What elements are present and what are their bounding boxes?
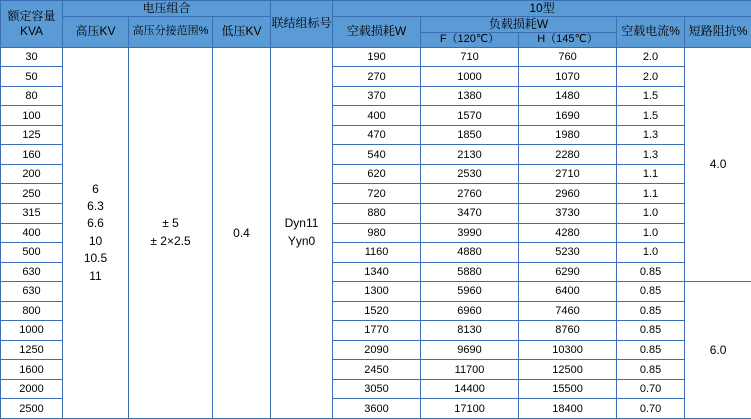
cell-load-loss-f120: 6960 <box>421 301 519 321</box>
cell-no-load-loss: 190 <box>333 47 421 67</box>
header-rated-capacity <box>1 1 63 48</box>
cell-load-loss-f120: 3470 <box>421 204 519 224</box>
cell-rated-capacity: 125 <box>1 125 63 145</box>
cell-load-loss-h145: 1690 <box>519 106 617 126</box>
cell-no-load-current: 1.1 <box>617 164 685 184</box>
cell-rated-capacity: 50 <box>1 67 63 87</box>
cell-no-load-current: 0.85 <box>617 360 685 380</box>
cell-no-load-current: 1.3 <box>617 145 685 165</box>
cell-load-loss-f120: 4880 <box>421 243 519 263</box>
table-body <box>1 47 751 418</box>
cell-no-load-loss: 3050 <box>333 379 421 399</box>
cell-rated-capacity: 500 <box>1 243 63 263</box>
cell-load-loss-h145: 6400 <box>519 282 617 302</box>
cell-no-load-current: 2.0 <box>617 47 685 67</box>
cell-no-load-loss: 270 <box>333 67 421 87</box>
cell-load-loss-h145: 1480 <box>519 86 617 106</box>
header-model: 10型 <box>333 1 751 17</box>
cell-no-load-current: 0.85 <box>617 262 685 282</box>
cell-load-loss-f120: 9690 <box>421 340 519 360</box>
cell-load-loss-f120: 5960 <box>421 282 519 302</box>
cell-no-load-loss: 1520 <box>333 301 421 321</box>
cell-rated-capacity: 400 <box>1 223 63 243</box>
cell-load-loss-h145: 2710 <box>519 164 617 184</box>
cell-rated-capacity: 800 <box>1 301 63 321</box>
cell-rated-capacity: 2000 <box>1 379 63 399</box>
cell-load-loss-h145: 8760 <box>519 321 617 341</box>
cell-rated-capacity: 250 <box>1 184 63 204</box>
cell-no-load-loss: 1160 <box>333 243 421 263</box>
cell-no-load-current: 0.85 <box>617 321 685 341</box>
cell-no-load-current: 1.5 <box>617 86 685 106</box>
cell-rated-capacity: 1000 <box>1 321 63 341</box>
cell-no-load-current: 1.0 <box>617 243 685 263</box>
cell-load-loss-h145: 6290 <box>519 262 617 282</box>
cell-load-loss-f120: 14400 <box>421 379 519 399</box>
cell-load-loss-f120: 1570 <box>421 106 519 126</box>
cell-hv-kv: 6 6.3 6.6 10 10.5 11 <box>63 47 129 418</box>
header-connection-symbol-label: 联结组标号 <box>271 16 332 31</box>
cell-no-load-loss: 1770 <box>333 321 421 341</box>
cell-load-loss-h145: 1980 <box>519 125 617 145</box>
header-load-loss-h145: H（145℃） <box>519 33 617 48</box>
cell-rated-capacity: 630 <box>1 262 63 282</box>
header-no-load-current: 空载电流% <box>617 17 685 48</box>
cell-load-loss-f120: 2530 <box>421 164 519 184</box>
cell-load-loss-h145: 2960 <box>519 184 617 204</box>
cell-load-loss-f120: 1000 <box>421 67 519 87</box>
cell-no-load-loss: 620 <box>333 164 421 184</box>
header-load-loss-f120: F（120℃） <box>421 33 519 48</box>
header-no-load-loss: 空载损耗W <box>333 17 421 48</box>
header-lv-kv: 低压KV <box>213 17 271 48</box>
cell-rated-capacity: 315 <box>1 204 63 224</box>
header-rated-capacity-label: 额定容量 <box>7 8 56 23</box>
cell-load-loss-h145: 18400 <box>519 399 617 419</box>
cell-no-load-loss: 880 <box>333 204 421 224</box>
cell-load-loss-h145: 12500 <box>519 360 617 380</box>
cell-load-loss-f120: 8130 <box>421 321 519 341</box>
cell-no-load-current: 0.85 <box>617 282 685 302</box>
cell-load-loss-f120: 5880 <box>421 262 519 282</box>
cell-load-loss-f120: 710 <box>421 47 519 67</box>
cell-rated-capacity: 1600 <box>1 360 63 380</box>
table-header-row-1 <box>1 1 751 17</box>
cell-load-loss-f120: 11700 <box>421 360 519 380</box>
cell-rated-capacity: 1250 <box>1 340 63 360</box>
cell-no-load-current: 1.0 <box>617 204 685 224</box>
cell-no-load-current: 1.0 <box>617 223 685 243</box>
cell-no-load-loss: 400 <box>333 106 421 126</box>
cell-hv-tap-range: ± 5 ± 2×2.5 <box>129 47 213 418</box>
cell-rated-capacity: 100 <box>1 106 63 126</box>
cell-load-loss-f120: 3990 <box>421 223 519 243</box>
cell-connection-symbol: Dyn11 Yyn0 <box>271 47 333 418</box>
header-voltage-combination: 电压组合 <box>63 1 271 17</box>
cell-no-load-current: 0.70 <box>617 399 685 419</box>
cell-no-load-loss: 370 <box>333 86 421 106</box>
cell-no-load-current: 0.85 <box>617 301 685 321</box>
cell-rated-capacity: 2500 <box>1 399 63 419</box>
cell-load-loss-h145: 1070 <box>519 67 617 87</box>
cell-load-loss-h145: 3730 <box>519 204 617 224</box>
table-header-row-2 <box>1 17 751 33</box>
cell-no-load-loss: 470 <box>333 125 421 145</box>
cell-load-loss-h145: 2280 <box>519 145 617 165</box>
header-hv-tap-range: 高压分接范围% <box>129 17 213 48</box>
cell-lv-kv: 0.4 <box>213 47 271 418</box>
cell-rated-capacity: 80 <box>1 86 63 106</box>
cell-rated-capacity: 630 <box>1 282 63 302</box>
cell-rated-capacity: 200 <box>1 164 63 184</box>
header-connection-symbol <box>271 1 333 48</box>
cell-rated-capacity: 30 <box>1 47 63 67</box>
cell-no-load-loss: 720 <box>333 184 421 204</box>
cell-load-loss-f120: 2130 <box>421 145 519 165</box>
cell-no-load-loss: 2090 <box>333 340 421 360</box>
cell-rated-capacity: 160 <box>1 145 63 165</box>
cell-short-circuit-impedance: 4.0 <box>685 47 751 281</box>
cell-load-loss-f120: 1850 <box>421 125 519 145</box>
cell-no-load-current: 2.0 <box>617 67 685 87</box>
cell-no-load-current: 1.5 <box>617 106 685 126</box>
cell-no-load-loss: 1340 <box>333 262 421 282</box>
cell-no-load-current: 1.3 <box>617 125 685 145</box>
table-row <box>1 47 751 67</box>
cell-load-loss-h145: 15500 <box>519 379 617 399</box>
cell-no-load-current: 0.85 <box>617 340 685 360</box>
cell-load-loss-h145: 10300 <box>519 340 617 360</box>
cell-load-loss-f120: 17100 <box>421 399 519 419</box>
cell-load-loss-h145: 5230 <box>519 243 617 263</box>
cell-no-load-loss: 2450 <box>333 360 421 380</box>
cell-no-load-loss: 980 <box>333 223 421 243</box>
cell-no-load-loss: 540 <box>333 145 421 165</box>
header-load-loss: 负载损耗W <box>421 17 617 33</box>
cell-load-loss-h145: 4280 <box>519 223 617 243</box>
cell-no-load-loss: 1300 <box>333 282 421 302</box>
cell-load-loss-f120: 2760 <box>421 184 519 204</box>
cell-short-circuit-impedance: 6.0 <box>685 282 751 419</box>
cell-load-loss-f120: 1380 <box>421 86 519 106</box>
cell-no-load-current: 0.70 <box>617 379 685 399</box>
cell-no-load-current: 1.1 <box>617 184 685 204</box>
header-hv-kv: 高压KV <box>63 17 129 48</box>
cell-no-load-loss: 3600 <box>333 399 421 419</box>
header-short-circuit-impedance: 短路阻抗% <box>685 17 751 48</box>
header-rated-capacity-unit: KVA <box>19 23 44 38</box>
cell-load-loss-h145: 7460 <box>519 301 617 321</box>
cell-load-loss-h145: 760 <box>519 47 617 67</box>
